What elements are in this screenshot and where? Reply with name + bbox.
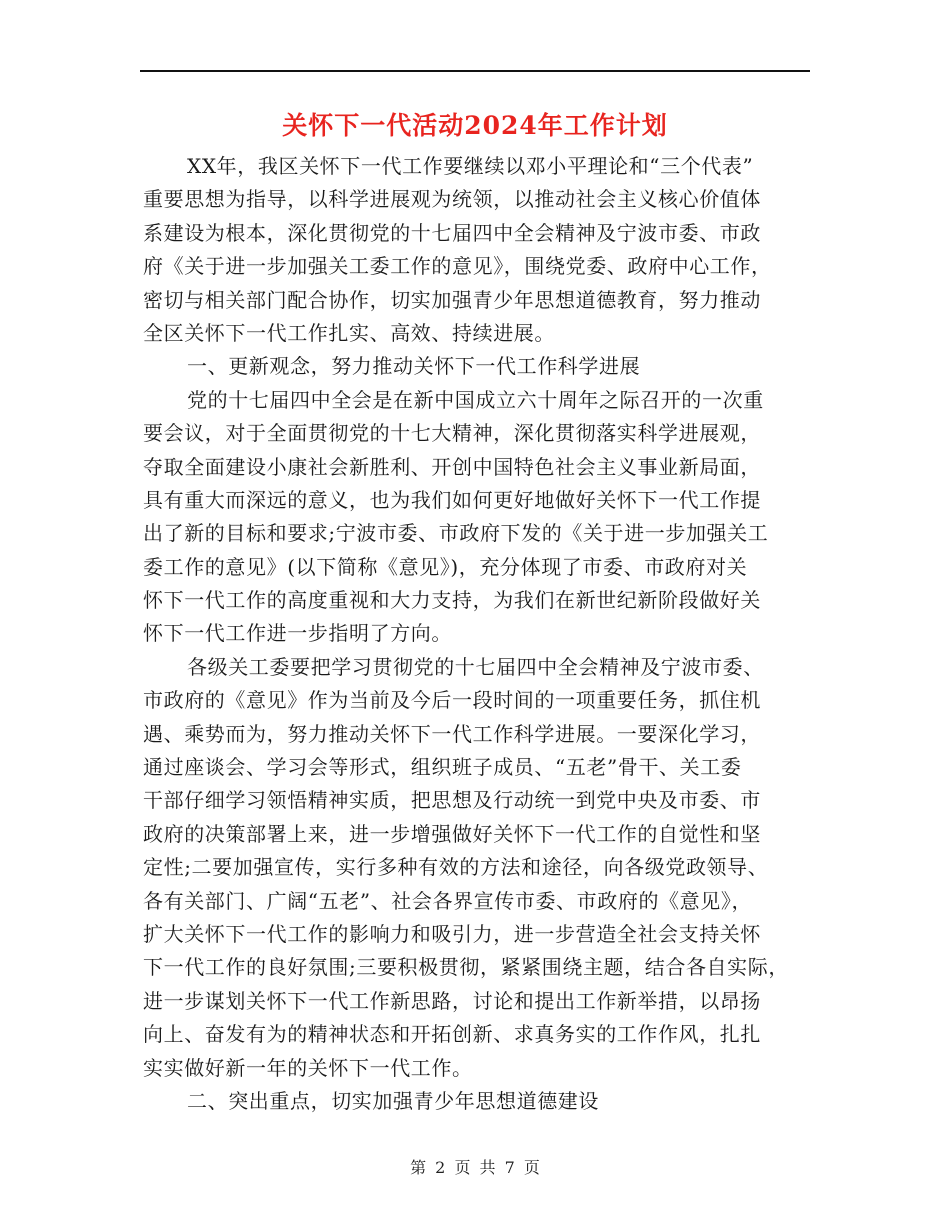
- paragraph-line: 市政府的《意见》作为当前及今后一段时间的一项重要任务，抓住机: [143, 688, 761, 713]
- paragraph-line: 怀下一代工作进一步指明了方向。: [143, 621, 452, 646]
- paragraph-line: 出了新的目标和要求;宁波市委、市政府下发的《关于进一步加强关工: [143, 521, 769, 546]
- paragraph-line: 定性;二要加强宣传，实行多种有效的方法和途径，向各级党政领导、: [143, 855, 769, 880]
- paragraph-line: 实实做好新一年的关怀下一代工作。: [143, 1055, 473, 1080]
- paragraph-line: XX年，我区关怀下一代工作要继续以邓小平理论和“三个代表”: [187, 154, 754, 178]
- document-body: [143, 150, 813, 1118]
- header-rule: [140, 70, 810, 72]
- paragraph-line: 扩大关怀下一代工作的影响力和吸引力，进一步营造全社会支持关怀: [143, 921, 761, 946]
- section-heading: 一、更新观念，努力推动关怀下一代工作科学进展: [187, 354, 641, 379]
- paragraph-line: 怀下一代工作的高度重视和大力支持，为我们在新世纪新阶段做好关: [143, 588, 761, 613]
- paragraph-line: 干部仔细学习领悟精神实质，把思想及行动统一到党中央及市委、市: [143, 788, 761, 813]
- document-title: 关怀下一代活动2024年工作计划: [282, 111, 668, 140]
- paragraph-line: 具有重大而深远的意义，也为我们如何更好地做好关怀下一代工作提: [143, 487, 761, 512]
- paragraph-line: 各级关工委要把学习贯彻党的十七届四中全会精神及宁波市委、: [187, 654, 764, 679]
- paragraph-line: 府《关于进一步加强关工委工作的意见》，围绕党委、政府中心工作，: [143, 254, 772, 279]
- paragraph-line: 密切与相关部门配合协作，切实加强青少年思想道德教育，努力推动: [143, 287, 761, 312]
- page-footer: 第 2 页 共 7 页: [410, 1158, 540, 1177]
- paragraph-line: 政府的决策部署上来，进一步增强做好关怀下一代工作的自觉性和坚: [143, 821, 761, 846]
- paragraph-line: 进一步谋划关怀下一代工作新思路，讨论和提出工作新举措，以昂扬: [143, 988, 761, 1013]
- paragraph-line: 全区关怀下一代工作扎实、高效、持续进展。: [143, 320, 555, 345]
- paragraph-line: 通过座谈会、学习会等形式，组织班子成员、“五老”骨干、关工委: [143, 755, 742, 780]
- paragraph-line: 要会议，对于全面贯彻党的十七大精神，深化贯彻落实科学进展观，: [143, 421, 761, 446]
- paragraph-line: 各有关部门、广阔“五老”、社会各界宣传市委、市政府的《意见》，: [143, 888, 753, 913]
- paragraph-line: 重要思想为指导，以科学进展观为统领，以推动社会主义核心价值体: [143, 187, 761, 212]
- paragraph-line: 系建设为根本，深化贯彻党的十七届四中全会精神及宁波市委、市政: [143, 220, 761, 245]
- paragraph-line: 夺取全面建设小康社会新胜利、开创中国特色社会主义事业新局面，: [143, 454, 761, 479]
- paragraph-line: 向上、奋发有为的精神状态和开拓创新、求真务实的工作作风，扎扎: [143, 1022, 761, 1047]
- paragraph-line: 委工作的意见》(以下简称《意见》)，充分体现了市委、市政府对关: [143, 554, 748, 579]
- section-heading: 二、突出重点，切实加强青少年思想道德建设: [187, 1088, 599, 1113]
- paragraph-line: 党的十七届四中全会是在新中国成立六十周年之际召开的一次重: [187, 387, 764, 412]
- paragraph-line: 遇、乘势而为，努力推动关怀下一代工作科学进展。一要深化学习，: [143, 721, 761, 746]
- paragraph-line: 下一代工作的良好氛围;三要积极贯彻，紧紧围绕主题，结合各自实际，: [143, 955, 789, 980]
